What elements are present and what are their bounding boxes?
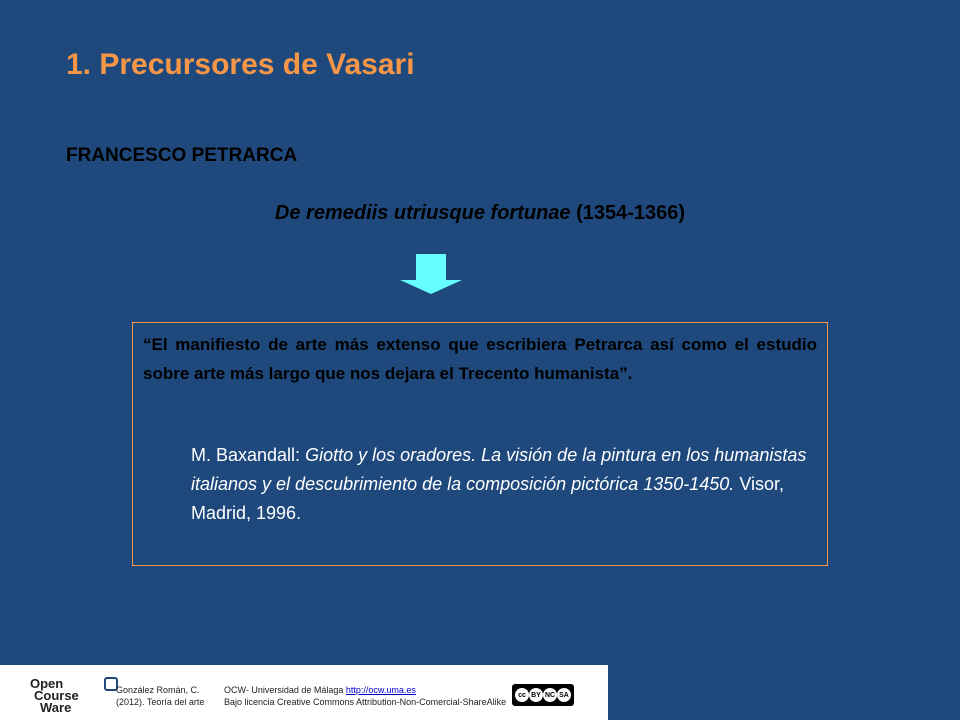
creative-commons-badge[interactable] — [512, 684, 574, 706]
sa-icon: SA — [557, 688, 571, 702]
ocw-link[interactable]: http://ocw.uma.es — [345, 685, 416, 695]
logo-line-1: Open — [30, 676, 64, 691]
citation — [191, 441, 821, 528]
logo-line-2: Course — [34, 688, 79, 703]
footer-license — [224, 684, 506, 708]
down-arrow-icon — [400, 254, 462, 294]
work-dates: (1354-1366) — [570, 202, 686, 224]
slide-title: 1. Precursores de Vasari — [66, 48, 415, 81]
nc-icon: NC — [543, 688, 557, 702]
author-line-2: (2012). Teoría del arte — [116, 697, 205, 707]
work-title: De remediis utriusque fortunae — [274, 202, 571, 224]
citation-publisher: Visor, Madrid, 1996. — [191, 474, 785, 523]
footer-author — [116, 684, 204, 708]
logo-line-3: Ware — [40, 700, 72, 715]
license-line-1: OCW- Universidad de Málaga — [224, 685, 346, 695]
quote-box — [132, 322, 828, 566]
footer-bar — [0, 665, 608, 720]
ocw-logo — [30, 671, 110, 715]
work-heading — [0, 202, 960, 225]
citation-book-title: Giotto y los oradores. La visión de la pintura en los humanistas italianos y el descubrimiento de la composición pictórica 1350-1450. — [191, 445, 807, 494]
author-line-1: González Román, C. — [116, 685, 200, 695]
citation-author: M. Baxandall: — [191, 445, 306, 465]
slide-subtitle: FRANCESCO PETRARCA — [66, 145, 298, 166]
quote-text: “El manifiesto de arte más extenso que escribiera Petrarca así como el estudio sobre arte más largo que nos dejara el Trecento humanista”. — [143, 335, 817, 383]
cc-icon: cc — [515, 688, 529, 702]
license-line-2: Bajo licencia Creative Commons Attribution-Non-Comercial-ShareAlike — [224, 697, 507, 707]
by-icon: BY — [529, 688, 543, 702]
